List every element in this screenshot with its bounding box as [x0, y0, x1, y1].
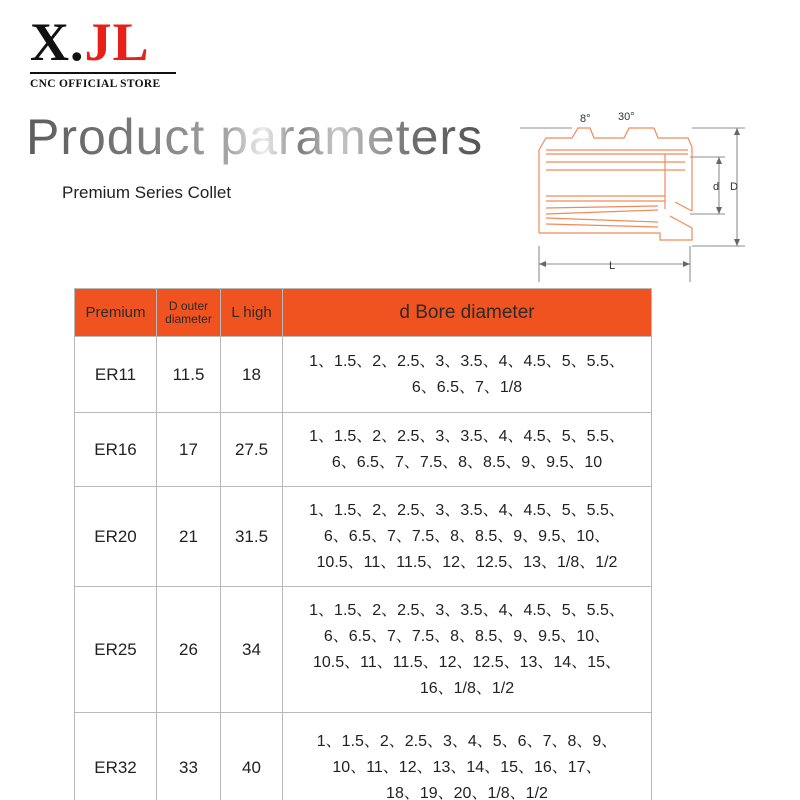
- collet-outline: [539, 128, 692, 240]
- arrow-head: [716, 207, 722, 214]
- col-header-d-outer-line2: diameter: [165, 311, 212, 326]
- bore-line: 6、6.5、7、7.5、8、8.5、9、9.5、10、: [323, 527, 611, 545]
- bore-line: 18、19、20、1/8、1/2: [386, 784, 548, 800]
- store-logo: [30, 12, 180, 92]
- col-header-l-high: L high: [221, 289, 283, 337]
- col-header-d-outer-line1: D outer: [168, 298, 209, 313]
- table-row: [75, 487, 652, 587]
- logo-x: X: [30, 12, 70, 72]
- cell-l-high: 18: [221, 337, 283, 413]
- label-D: D: [730, 181, 738, 193]
- cell-bore: [283, 337, 652, 413]
- cell-bore: [283, 587, 652, 713]
- bore-line: 1、1.5、2、2.5、3、3.5、4、4.5、5、5.5、: [309, 601, 625, 619]
- arrow-head: [716, 157, 722, 164]
- cell-d-outer: 26: [157, 587, 221, 713]
- arrow-head: [734, 128, 740, 135]
- bore-line: 10、11、12、13、14、15、16、17、: [332, 758, 602, 776]
- col-header-bore: d Bore diameter: [283, 289, 652, 337]
- collet-diagram: [520, 110, 760, 285]
- col-header-premium: Premium: [75, 289, 157, 337]
- cell-d-outer: 21: [157, 487, 221, 587]
- label-d: d: [713, 181, 720, 193]
- arrow-head: [683, 261, 690, 267]
- cell-model: ER11: [75, 337, 157, 413]
- table-row: [75, 413, 652, 487]
- page-title: Product parameters: [26, 109, 484, 165]
- logo-dot: .: [70, 12, 85, 72]
- cell-bore: [283, 487, 652, 587]
- logo-divider: [30, 72, 176, 74]
- cell-l-high: 31.5: [221, 487, 283, 587]
- bore-line: 1、1.5、2、2.5、3、3.5、4、4.5、5、5.5、: [309, 352, 625, 370]
- bore-line: 1、1.5、2、2.5、3、3.5、4、4.5、5、5.5、: [309, 501, 625, 519]
- table-row: [75, 587, 652, 713]
- cell-model: ER20: [75, 487, 157, 587]
- label-L: L: [609, 260, 616, 272]
- bore-line: 10.5、11、11.5、12、12.5、13、1/8、1/2: [316, 553, 618, 571]
- logo-wordmark: [30, 12, 180, 72]
- table-header-row: [75, 289, 652, 337]
- collet-spec-table: [74, 288, 652, 800]
- arrow-head: [539, 261, 546, 267]
- cell-d-outer: 33: [157, 713, 221, 800]
- bore-line: 16、1/8、1/2: [419, 679, 515, 697]
- bore-line: 1、1.5、2、2.5、3、3.5、4、4.5、5、5.5、: [309, 427, 625, 445]
- table-row: [75, 337, 652, 413]
- cell-model: ER25: [75, 587, 157, 713]
- label-angle-8: 8°: [580, 113, 591, 125]
- cell-l-high: 27.5: [221, 413, 283, 487]
- cell-l-high: 40: [221, 713, 283, 800]
- arrow-head: [734, 239, 740, 246]
- col-header-d-outer: [157, 289, 221, 337]
- cell-l-high: 34: [221, 587, 283, 713]
- bore-line: 6、6.5、7、1/8: [411, 378, 523, 396]
- cell-bore: [283, 713, 652, 800]
- logo-jl: JL: [84, 12, 150, 72]
- label-angle-30: 30°: [618, 111, 635, 123]
- bore-line: 6、6.5、7、7.5、8、8.5、9、9.5、10、: [323, 627, 611, 645]
- logo-subtitle: CNC OFFICIAL STORE: [30, 78, 161, 90]
- page-subtitle: Premium Series Collet: [62, 183, 232, 202]
- bore-line: 10.5、11、11.5、12、12.5、13、14、15、: [312, 653, 622, 671]
- bore-line: 1、1.5、2、2.5、3、4、5、6、7、8、9、: [316, 732, 618, 750]
- bore-line: 6、6.5、7、7.5、8、8.5、9、9.5、10: [331, 453, 603, 471]
- cell-model: ER32: [75, 713, 157, 800]
- cell-d-outer: 17: [157, 413, 221, 487]
- cell-model: ER16: [75, 413, 157, 487]
- table-row: [75, 713, 652, 800]
- cell-d-outer: 11.5: [157, 337, 221, 413]
- cell-bore: [283, 413, 652, 487]
